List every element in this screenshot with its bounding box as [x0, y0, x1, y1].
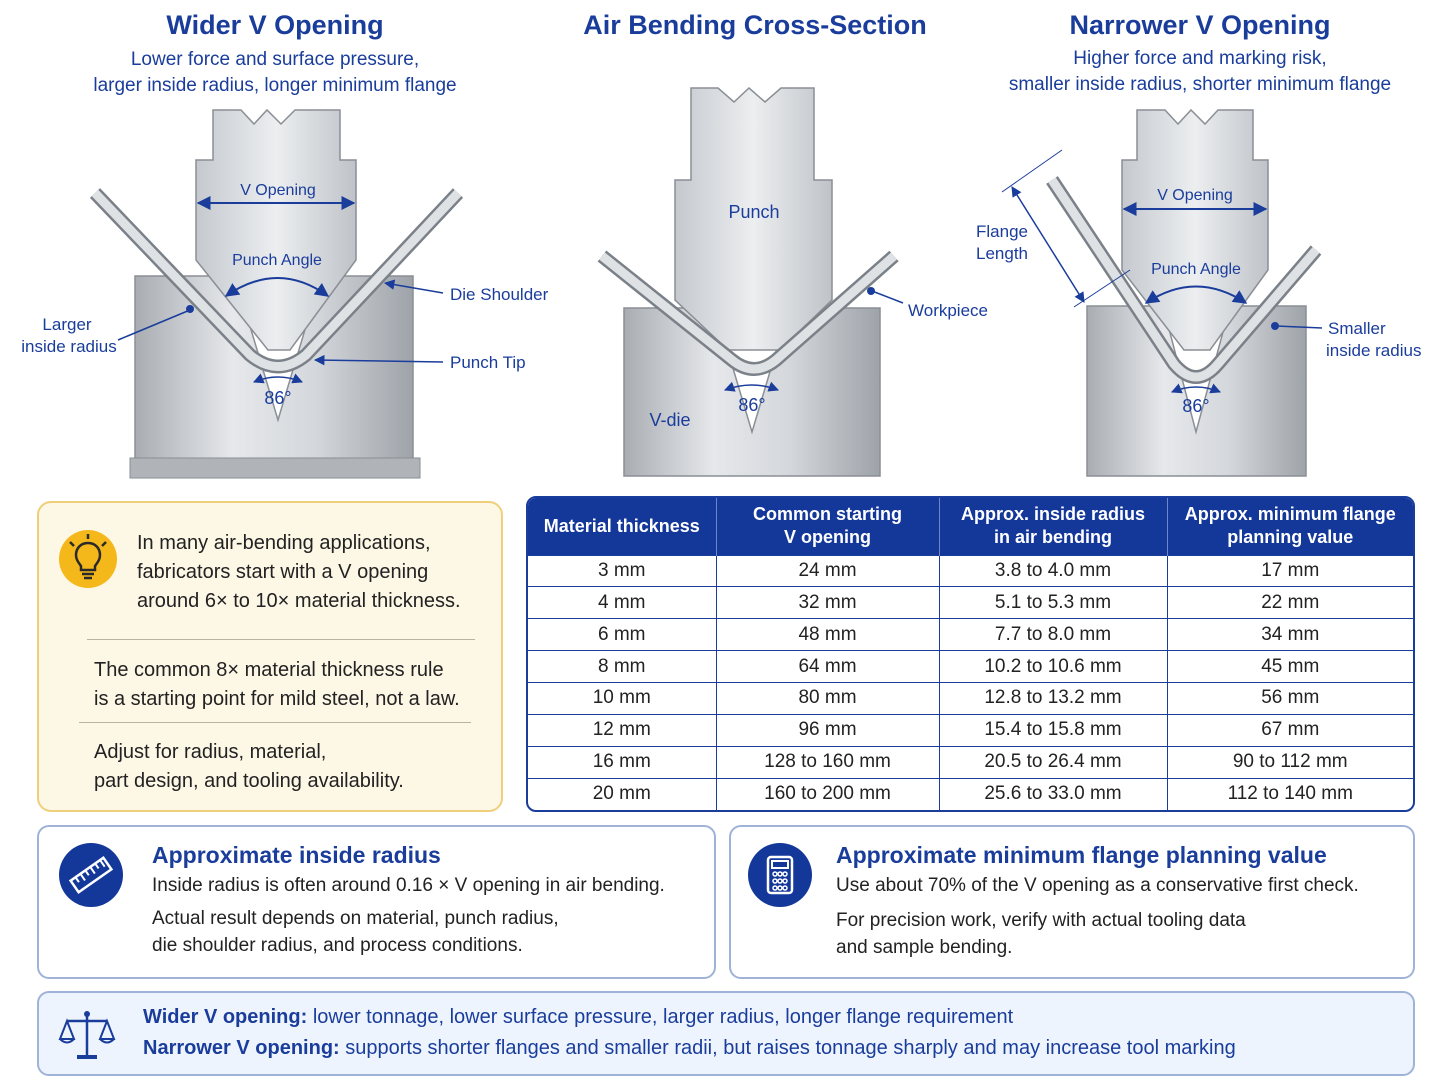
- table-cell: 128 to 160 mm: [716, 746, 939, 778]
- table-cell: 160 to 200 mm: [716, 778, 939, 810]
- tip-line-7: part design, and tooling availability.: [94, 770, 404, 792]
- table-row: [528, 683, 1413, 715]
- inside-radius-line-3: die shoulder radius, and process conditions.: [152, 935, 523, 956]
- center-air-bending-diagram: [602, 88, 988, 476]
- tip-line-6: Adjust for radius, material,: [94, 741, 327, 763]
- left-diagram-title: Wider V Opening: [166, 10, 384, 40]
- right-flange-length-label-2: Length: [976, 244, 1028, 263]
- table-header: Material thickness: [528, 498, 716, 555]
- tip-box: [37, 501, 503, 812]
- table-cell: 3 mm: [528, 555, 716, 587]
- right-narrow-die-diagram: [976, 110, 1421, 476]
- left-radius-dot: [186, 305, 194, 313]
- minimum-flange-line-3: and sample bending.: [836, 937, 1013, 958]
- table-cell: 25.6 to 33.0 mm: [939, 778, 1167, 810]
- table-cell: 112 to 140 mm: [1167, 778, 1413, 810]
- left-die-shoulder-label: Die Shoulder: [450, 285, 549, 304]
- table-cell: 64 mm: [716, 651, 939, 683]
- minimum-flange-card: [729, 825, 1415, 979]
- center-v-die-label: V-die: [649, 410, 691, 430]
- v-opening-table: [526, 496, 1415, 812]
- left-punch-tip-label: Punch Tip: [450, 353, 526, 372]
- left-die-base: [130, 458, 420, 478]
- table-cell: 17 mm: [1167, 555, 1413, 587]
- right-diagram-title: Narrower V Opening: [1069, 10, 1331, 40]
- right-smaller-radius-label-1: Smaller: [1328, 319, 1386, 338]
- summary-wide-line: Wider V opening: lower tonnage, lower surface pressure, larger radius, longer flange requirement: [143, 1006, 1014, 1028]
- table-cell: 96 mm: [716, 714, 939, 746]
- right-smaller-radius-label-2: inside radius: [1326, 341, 1422, 360]
- minimum-flange-line-1: Use about 70% of the V opening as a conservative first check.: [836, 875, 1359, 896]
- right-radius-dot: [1271, 322, 1279, 330]
- table-row: [528, 746, 1413, 778]
- summary-narrow-line: Narrower V opening: supports shorter flanges and smaller radii, but raises tonnage sharply and may increase tool marking: [143, 1037, 1236, 1059]
- center-workpiece-dot: [867, 287, 875, 295]
- right-diagram-subtitle-2: smaller inside radius, shorter minimum flange: [1008, 74, 1392, 95]
- minimum-flange-title: Approximate minimum flange planning value: [836, 842, 1327, 868]
- table-header-row: [528, 498, 1413, 555]
- table-row: [528, 619, 1413, 651]
- table-cell: 20.5 to 26.4 mm: [939, 746, 1167, 778]
- minimum-flange-line-2: For precision work, verify with actual tooling data: [836, 910, 1246, 931]
- table-cell: 15.4 to 15.8 mm: [939, 714, 1167, 746]
- inside-radius-title: Approximate inside radius: [152, 842, 441, 868]
- table-cell: 10.2 to 10.6 mm: [939, 651, 1167, 683]
- tip-line-2: fabricators start with a V opening: [137, 561, 429, 583]
- table-cell: 7.7 to 8.0 mm: [939, 619, 1167, 651]
- inside-radius-line-2: Actual result depends on material, punch radius,: [152, 908, 559, 929]
- center-workpiece-label: Workpiece: [908, 301, 988, 320]
- tip-divider-1: [87, 639, 475, 640]
- table-cell: 20 mm: [528, 778, 716, 810]
- right-punch-angle-label: Punch Angle: [1151, 261, 1241, 278]
- center-angle-label: 86°: [738, 395, 766, 415]
- table-cell: 90 to 112 mm: [1167, 746, 1413, 778]
- left-wide-die-diagram: [21, 110, 548, 478]
- table-cell: 48 mm: [716, 619, 939, 651]
- table-row: [528, 714, 1413, 746]
- table-header: Common starting V opening: [716, 498, 939, 555]
- table-cell: 5.1 to 5.3 mm: [939, 587, 1167, 619]
- table-cell: 34 mm: [1167, 619, 1413, 651]
- table-cell: 16 mm: [528, 746, 716, 778]
- inside-radius-line-1: Inside radius is often around 0.16 × V opening in air bending.: [152, 875, 665, 896]
- calculator-icon: [748, 843, 812, 907]
- left-diagram-subtitle-2: larger inside radius, longer minimum flange: [93, 75, 457, 96]
- table-cell: 32 mm: [716, 587, 939, 619]
- center-workpiece-leader: [872, 291, 903, 303]
- tip-line-5: is a starting point for mild steel, not a law.: [94, 688, 460, 710]
- right-v-opening-label: V Opening: [1157, 187, 1233, 204]
- table-row: [528, 651, 1413, 683]
- table-cell: 6 mm: [528, 619, 716, 651]
- center-punch-label: Punch: [728, 202, 780, 222]
- ruler-icon: [59, 843, 123, 907]
- table-cell: 80 mm: [716, 683, 939, 715]
- table-row: [528, 587, 1413, 619]
- tip-line-4: The common 8× material thickness rule: [94, 659, 444, 681]
- table-header: Approx. minimum flange planning value: [1167, 498, 1413, 555]
- table-cell: 12 mm: [528, 714, 716, 746]
- right-flange-length-label-1: Flange: [976, 222, 1028, 241]
- tip-line-3: around 6× to 10× material thickness.: [137, 590, 461, 612]
- tip-divider-2: [79, 722, 471, 723]
- left-angle-label: 86°: [264, 388, 292, 408]
- inside-radius-card: [37, 825, 716, 979]
- center-diagram-title: Air Bending Cross-Section: [583, 10, 927, 40]
- table-cell: 3.8 to 4.0 mm: [939, 555, 1167, 587]
- table-cell: 10 mm: [528, 683, 716, 715]
- table-cell: 67 mm: [1167, 714, 1413, 746]
- table-cell: 22 mm: [1167, 587, 1413, 619]
- table-cell: 45 mm: [1167, 651, 1413, 683]
- bending-diagrams: [0, 0, 1448, 500]
- left-larger-radius-label-2: inside radius: [21, 337, 117, 356]
- table-cell: 12.8 to 13.2 mm: [939, 683, 1167, 715]
- tip-line-1: In many air-bending applications,: [137, 532, 431, 554]
- summary-box: [37, 991, 1415, 1076]
- table-header: Approx. inside radius in air bending: [939, 498, 1167, 555]
- left-v-opening-label: V Opening: [240, 182, 316, 199]
- left-punch-angle-label: Punch Angle: [232, 252, 322, 269]
- balance-scale-icon: [57, 1005, 117, 1065]
- table-row: [528, 555, 1413, 587]
- table-cell: 8 mm: [528, 651, 716, 683]
- right-diagram-subtitle-1: Higher force and marking risk,: [1073, 48, 1327, 69]
- table-cell: 24 mm: [716, 555, 939, 587]
- table-cell: 56 mm: [1167, 683, 1413, 715]
- lightbulb-icon: [59, 530, 117, 588]
- right-angle-label: 86°: [1182, 396, 1210, 416]
- left-diagram-subtitle-1: Lower force and surface pressure,: [130, 49, 420, 70]
- left-larger-radius-label-1: Larger: [42, 315, 92, 334]
- table-row: [528, 778, 1413, 810]
- table-cell: 4 mm: [528, 587, 716, 619]
